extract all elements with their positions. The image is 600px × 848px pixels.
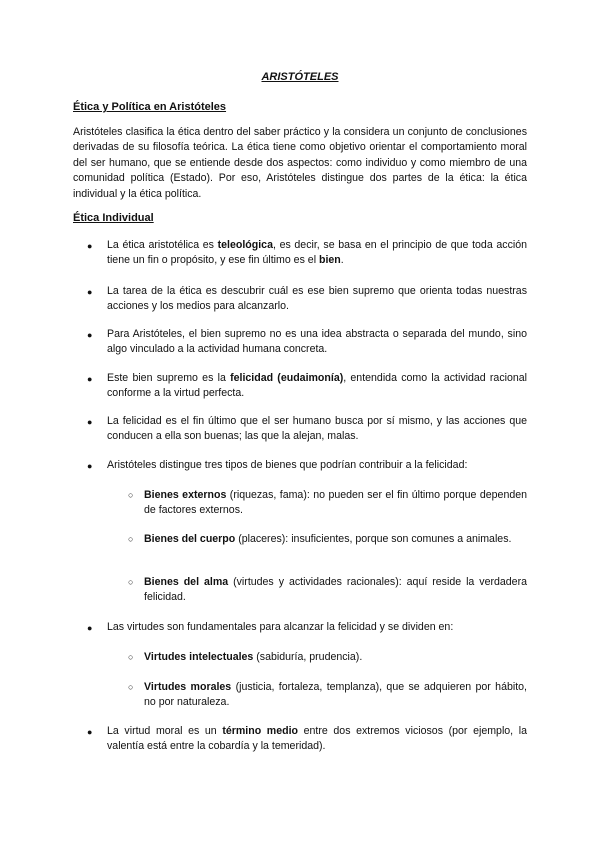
sub-item-bienes-cuerpo: Bienes del cuerpo (placeres): insuficientes, porque son comunes a animales.: [144, 533, 512, 545]
list-item-felicidad: Este bien supremo es la felicidad (eudaimonía), entendida como la actividad racional conforme a la virtud perfecta.: [107, 372, 527, 400]
section-heading-etica-individual: Ética Individual: [73, 212, 154, 224]
sub-item-virtudes-intelectuales: Virtudes intelectuales (sabiduría, prudencia).: [144, 651, 363, 663]
bullet-icon: ●: [87, 287, 93, 297]
sub-bullet-icon: ○: [128, 577, 134, 587]
list-item-virtudes: Las virtudes son fundamentales para alcanzar la felicidad y se dividen en:: [107, 621, 454, 633]
list-item-bien-supremo: Para Aristóteles, el bien supremo no es una idea abstracta o separada del mundo, sino algo vinculado a la actividad humana concreta.: [107, 328, 527, 356]
sub-item-bienes-alma: Bienes del alma (virtudes y actividades racionales): aquí reside la verdadera felicidad.: [144, 576, 527, 604]
sub-item-virtudes-morales: Virtudes morales (justicia, fortaleza, templanza), que se adquieren por hábito, no por naturaleza.: [144, 681, 527, 709]
list-item-fin-ultimo: La felicidad es el fin último que el ser humano busca por sí mismo, y las acciones que conducen a ella son buenas; las que la alejan, malas.: [107, 415, 527, 443]
sub-bullet-icon: ○: [128, 490, 134, 500]
bullet-icon: ●: [87, 330, 93, 340]
sub-item-bienes-externos: Bienes externos (riquezas, fama): no pueden ser el fin último porque dependen de factores externos.: [144, 489, 528, 517]
sub-bullet-icon: ○: [128, 534, 134, 544]
intro-paragraph: Aristóteles clasifica la ética dentro del saber práctico y la considera un conjunto de conclusiones derivadas de su filosofía teórica. La ética tiene como objetivo orientar el comportamiento moral del ser humano, que se entiende desde dos aspectos: como individuo y como miembro de una comunidad política (Estado). Por eso, Aristóteles distingue dos partes de la ética: la ética individual y la ética política.: [73, 126, 527, 200]
list-item-termino-medio: La virtud moral es un término medio entre dos extremos viciosos (por ejemplo, la valentía está entre la cobardía y la temeridad).: [107, 725, 528, 753]
sub-bullet-icon: ○: [128, 682, 134, 692]
section-heading-etica-politica: Ética y Política en Aristóteles: [73, 101, 227, 113]
list-item-teleologica: La ética aristotélica es teleológica, es decir, se basa en el principio de que toda acción tiene un fin o propósito, y ese fin último es el bien.: [107, 239, 527, 267]
list-item-tipos-bienes: Aristóteles distingue tres tipos de bienes que podrían contribuir a la felicidad:: [107, 459, 468, 471]
bullet-icon: ●: [87, 727, 93, 737]
bullet-icon: ●: [87, 374, 93, 384]
bullet-icon: ●: [87, 417, 93, 427]
sub-bullet-icon: ○: [128, 652, 134, 662]
list-item-tarea-etica: La tarea de la ética es descubrir cuál es ese bien supremo que orienta todas nuestras acciones y los medios para alcanzarlo.: [107, 285, 527, 313]
document-title: ARISTÓTELES: [261, 71, 339, 83]
bullet-icon: ●: [87, 241, 93, 251]
bullet-icon: ●: [87, 461, 93, 471]
bullet-icon: ●: [87, 623, 93, 633]
